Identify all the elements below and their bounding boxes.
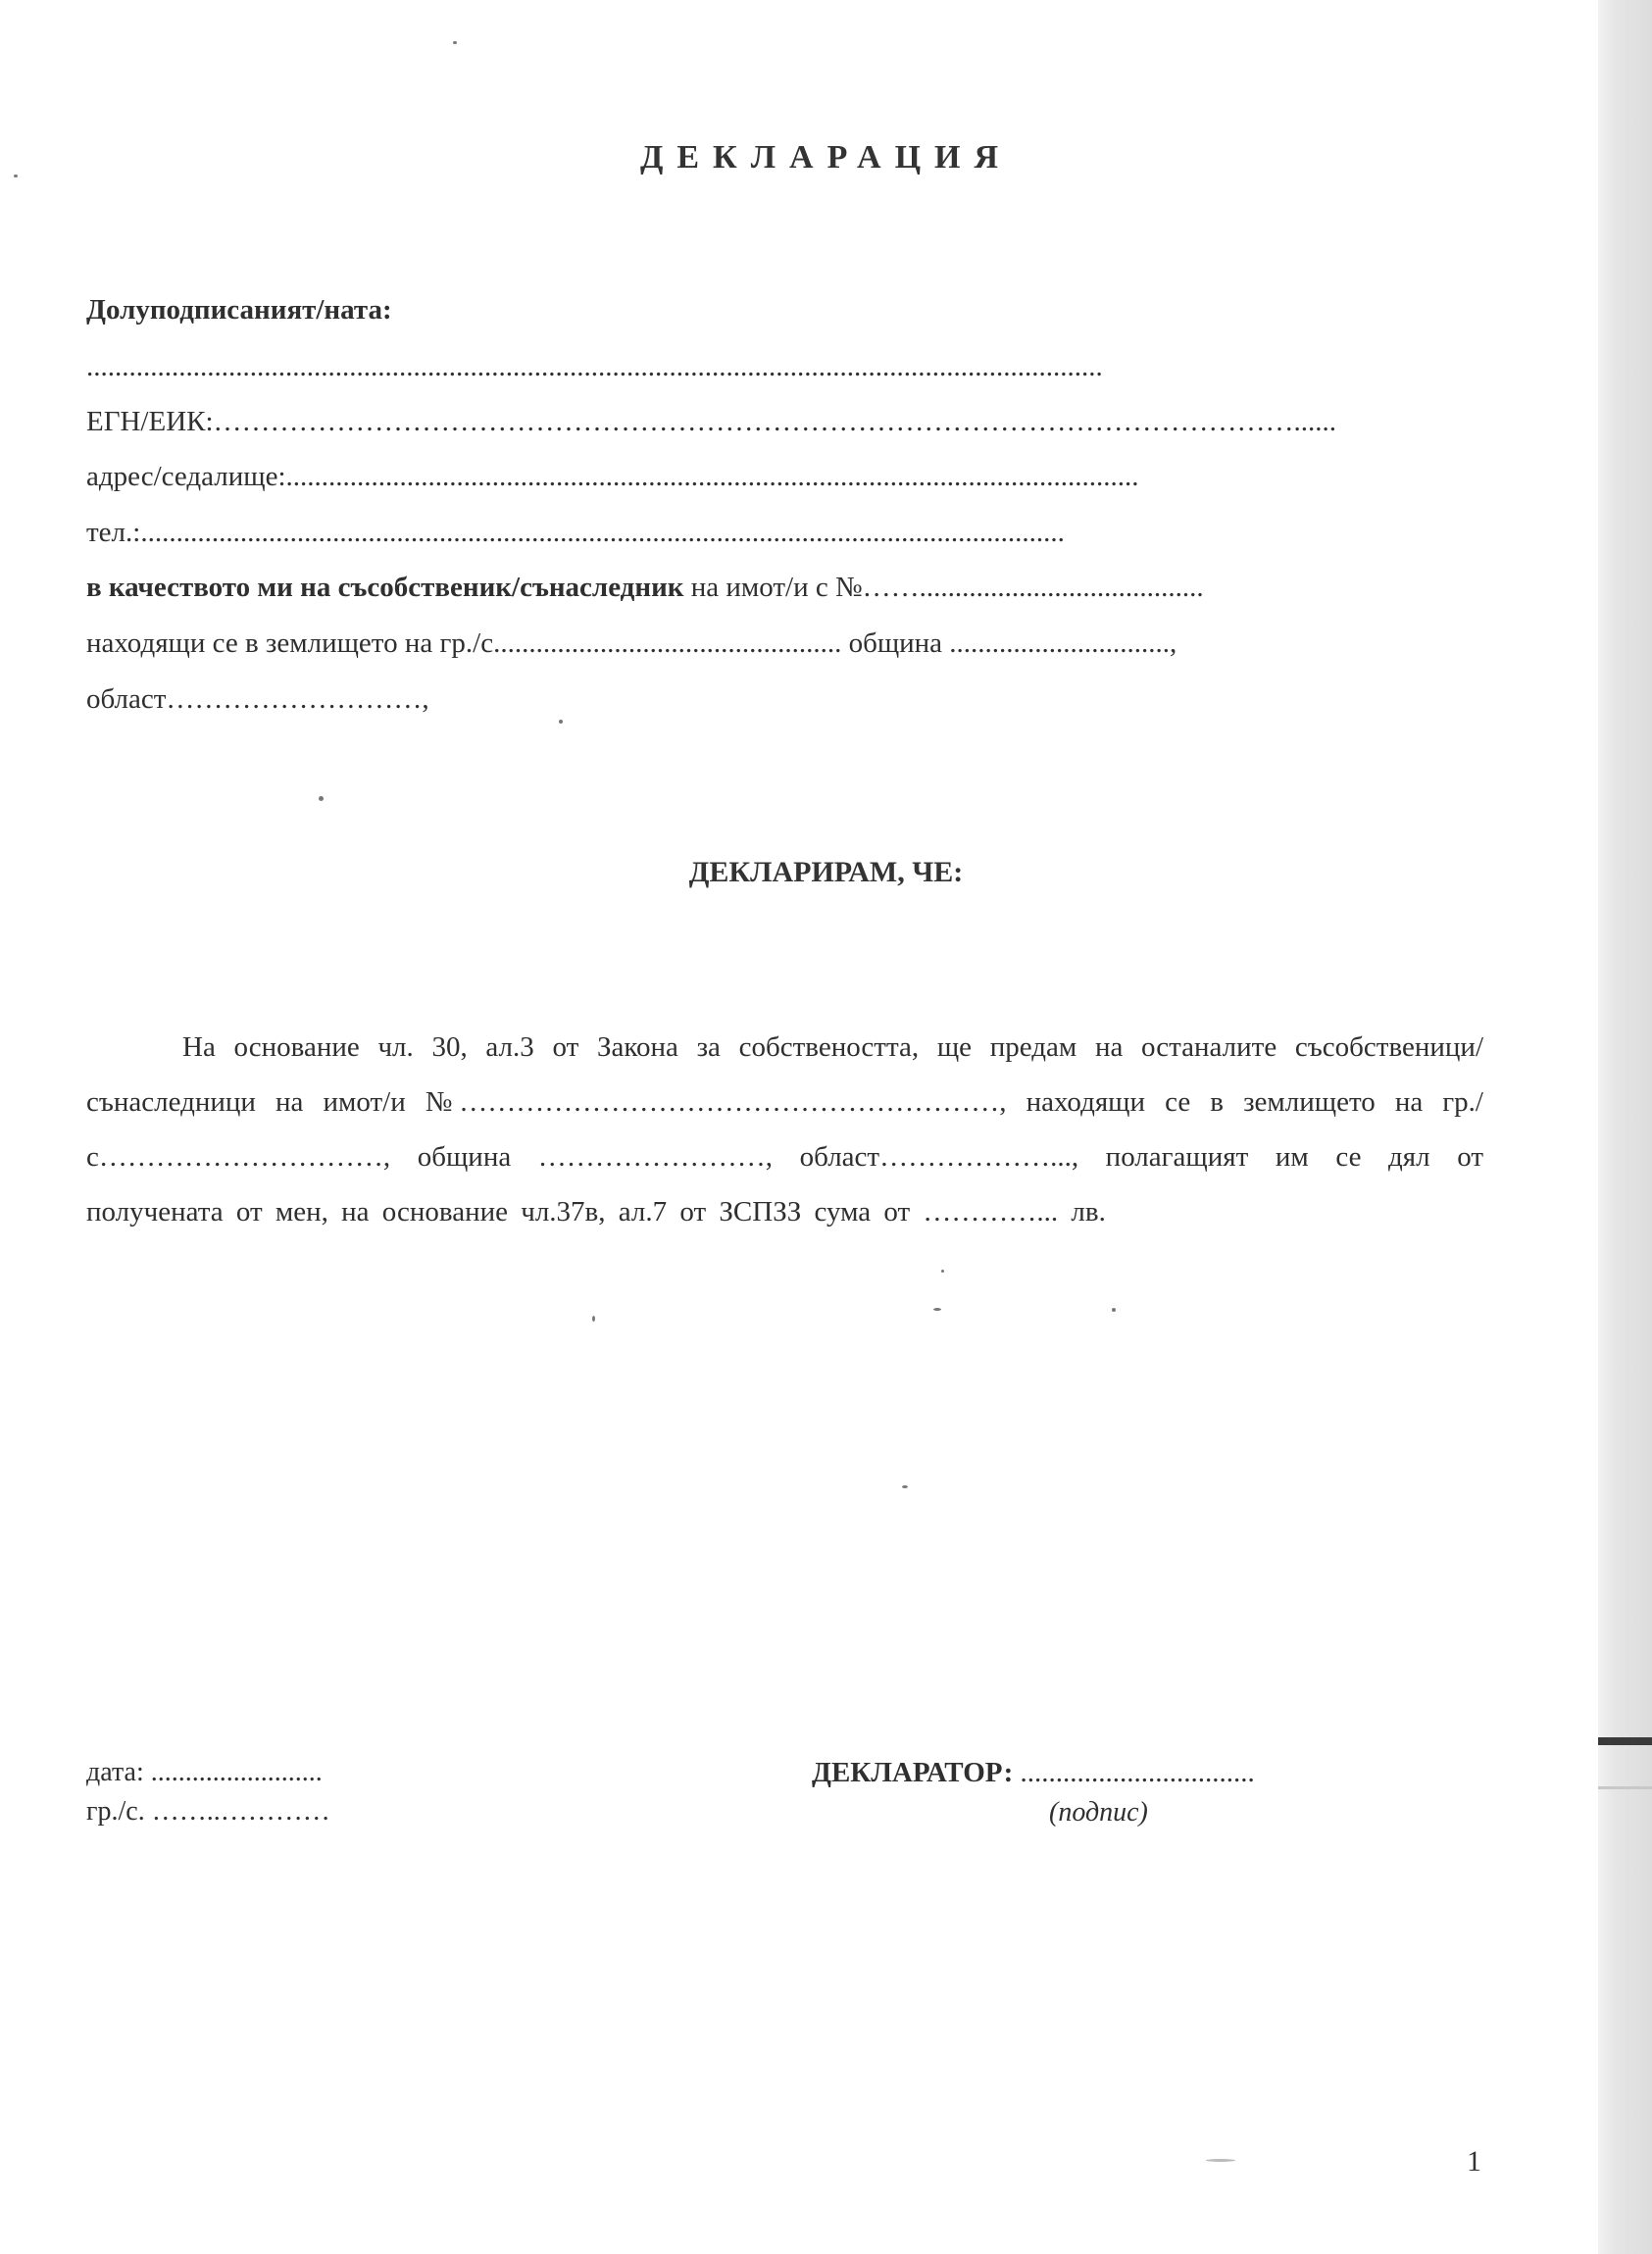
city-line: гр./с. ……..…………: [86, 1796, 330, 1827]
scan-edge: [1598, 0, 1652, 2254]
undersigned-label: Долуподписаният/ната:: [86, 294, 392, 326]
capacity-line: [86, 572, 1204, 604]
scan-edge-light: [1598, 1786, 1652, 1789]
capacity-bold-text: в качеството ми на съсобственик/сънаследник: [86, 572, 684, 603]
address-field-line: адрес/седалище:........................................................................................................................: [86, 461, 1139, 492]
declaration-body: На основание чл. 30, ал.3 от Закона за собствеността, ще предам на останалите съсобственици/сънаследници на имот/и №…………………………………………………, находящи се в землището на гр./с…………………………, община ……………………, област………………..., полагащият им се дял от получената от мен, на основание чл.37в, ал.7 от ЗСПЗЗ сума от …………... лв.: [86, 1031, 1483, 1227]
date-line: дата: .........................: [86, 1757, 323, 1787]
capacity-rest-text: на имот/и с №……........................................: [683, 572, 1204, 603]
location-line: находящи се в землището на гр./с................................................. община ...............................,: [86, 627, 1177, 659]
scan-speck: [592, 1316, 595, 1322]
declare-heading: ДЕКЛАРИРАМ, ЧЕ:: [688, 856, 964, 888]
region-line: област………………………,: [86, 683, 429, 715]
declarator-label: ДЕКЛАРАТОР:: [812, 1757, 1014, 1788]
scan-speck: [941, 1270, 944, 1273]
scan-speck: [902, 1485, 908, 1488]
name-field-line: ...............................................................................................................................................: [86, 351, 1103, 382]
declarator-signature-dots: .................................: [1013, 1757, 1255, 1788]
scan-speck: [319, 796, 324, 801]
scan-speck: [559, 720, 563, 724]
egn-field-line: ЕГН/ЕИК:……………………………………………………………………………………………………......: [86, 406, 1337, 437]
declarator-line: [812, 1757, 1255, 1789]
scan-speck: [933, 1308, 941, 1311]
phone-field-line: тел.:..................................................................................................................................: [86, 517, 1065, 548]
scan-edge-mark: [1598, 1737, 1652, 1745]
page-number: 1: [1467, 2145, 1481, 2178]
document-title: ДЕКЛАРАЦИЯ: [639, 139, 1013, 175]
scan-speck: [1206, 2159, 1235, 2162]
scan-speck: [453, 41, 457, 44]
scan-speck: [14, 175, 18, 177]
signature-hint: (подпис): [1049, 1797, 1148, 1828]
scan-speck: [1112, 1308, 1116, 1312]
